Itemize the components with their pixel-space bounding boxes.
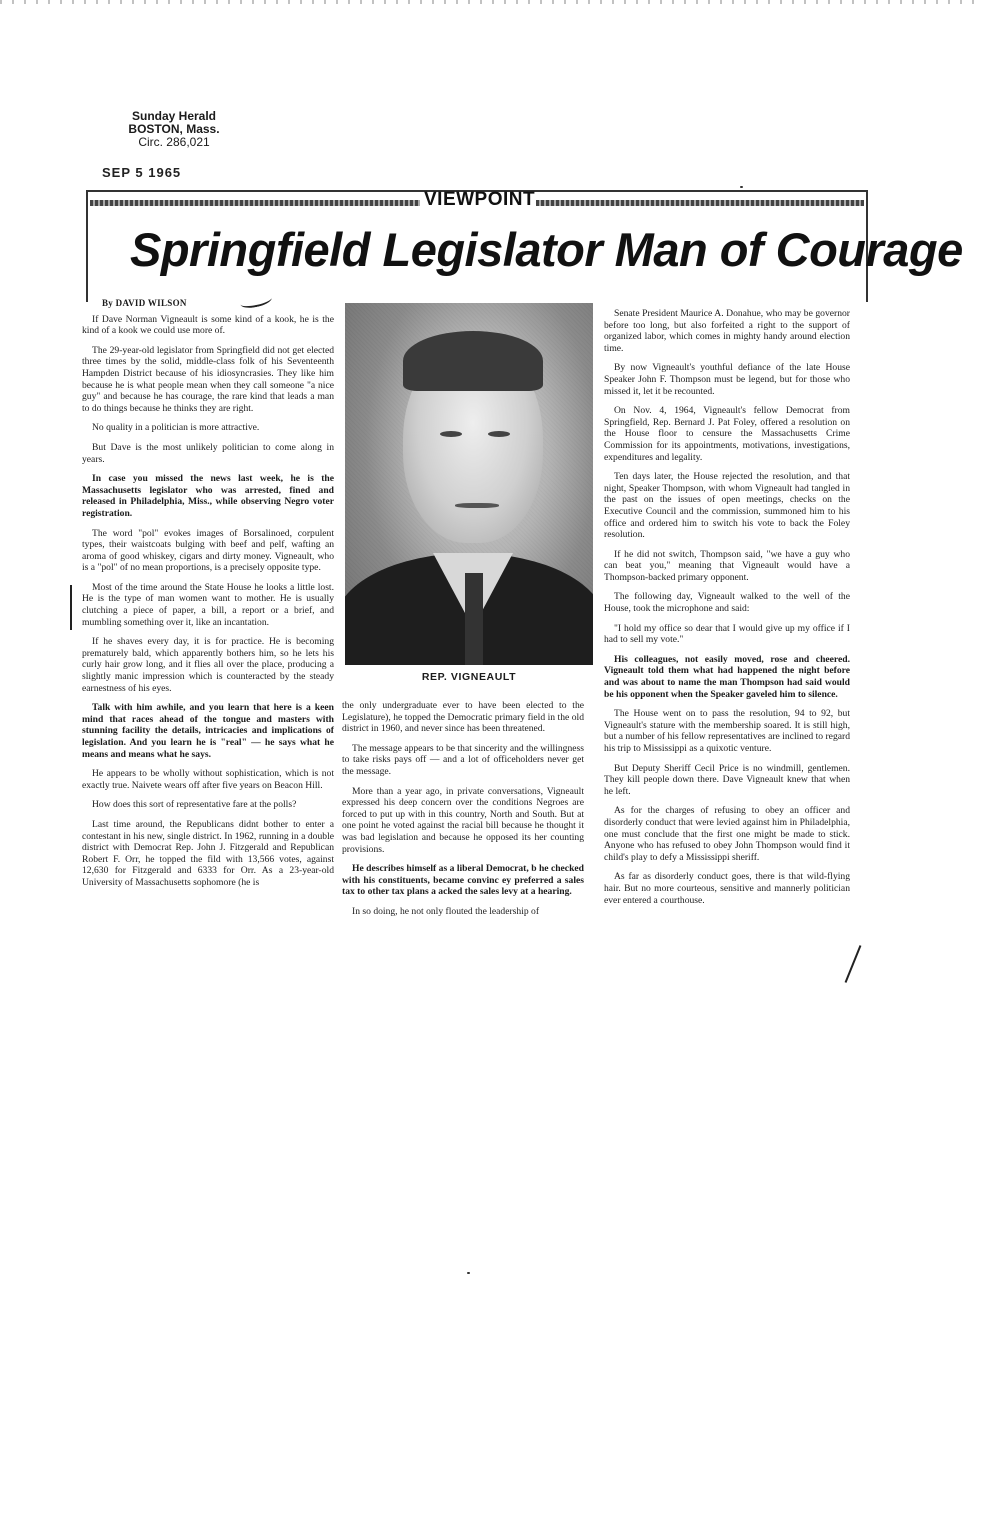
article-paragraph: How does this sort of representative fare at the polls? xyxy=(92,799,297,811)
scan-edge xyxy=(0,0,984,4)
scan-speck xyxy=(467,1272,470,1274)
photo-caption: REP. VIGNEAULT xyxy=(421,671,517,683)
column-2-body xyxy=(342,700,584,918)
column-1-body xyxy=(82,314,334,889)
pen-slash-icon xyxy=(845,945,862,983)
section-label: VIEWPOINT xyxy=(424,189,536,210)
article-column-1 xyxy=(82,298,334,897)
newspaper-name: Sunday Herald xyxy=(131,109,217,123)
article-paragraph: Most of the time around the State House he looks a little lost. He is the type of man women want to mother. He is usually clutching a piece of paper, a bill, a report or a brief, and mumbling something over it, like an incantation. xyxy=(82,581,334,628)
newspaper-location: BOSTON, Mass. xyxy=(128,122,220,136)
article-paragraph: But Deputy Sheriff Cecil Price is no windmill, gentlemen. They kill people down there. Dave Vigneault knew that when he left. xyxy=(604,762,850,797)
article-column-3 xyxy=(604,308,850,914)
photo-tie xyxy=(465,573,483,665)
photo-mouth xyxy=(455,503,499,508)
article-paragraph: But Dave is the most unlikely politician to come along in years. xyxy=(82,441,334,465)
byline: By DAVID WILSON xyxy=(102,298,187,308)
article-column-2 xyxy=(342,700,584,926)
article-paragraph: In case you missed the news last week, he is the Massachusetts legislator who was arrested, fined and released in Philadelphia, Miss., while observing Negro voter registration. xyxy=(82,473,334,519)
article-paragraph: The 29-year-old legislator from Springfield did not get elected three times by the solid, middle-class folk of his Seventeenth Hampden District because of his idiosyncrasies. They like him because he is what people mean when they call someone "a nice guy" and because he has courage, the rare kind that leads a man to do things because he thinks they are right. xyxy=(82,344,334,414)
banner-rule-left xyxy=(90,200,420,206)
article-paragraph: The following day, Vigneault walked to the well of the House, took the microphone and said: xyxy=(604,591,850,615)
article-paragraph: By now Vigneault's youthful defiance of the late House Speaker John F. Thompson must be legend, but for those who missed it, let it be recounted. xyxy=(604,362,850,397)
article-paragraph: As for the charges of refusing to obey an officer and disorderly conduct that were levied against him in Philadelphia, one must conclude that the first one might be made to stick. Anyone who has refused to obey John Thompson would find it child's play to defy a Mississippi sheriff. xyxy=(604,805,850,863)
circulation: Circ. 286,021 xyxy=(138,135,210,149)
column-3-body xyxy=(604,308,850,906)
article-paragraph: More than a year ago, in private conversations, Vigneault expressed his deep concern over the conditions Negroes are forced to put up with in this country, North and South. But at one point he voted against the racial bill because he thought it was bad legislation and because he opposed its her counting provisions. xyxy=(342,785,584,855)
article-paragraph: Senate President Maurice A. Donahue, who may be governor before too long, but also forfeited a right to the support of organized labor, which comes in mighty handy around election time. xyxy=(604,308,850,354)
article-paragraph: If he shaves every day, it is for practice. He is becoming prematurely bald, which apparently bothers him, so he lets his curly hair grow long, and it flies all over the place, producing a slightly manic impression which is counteracted by the steady earnestness of his eyes. xyxy=(82,636,334,694)
date-stamp: SEP 5 1965 xyxy=(102,165,182,180)
photo-eye-right xyxy=(488,431,510,437)
article-paragraph: The word "pol" evokes images of Borsalinoed, corpulent types, their waistcoats bulging with beef and pelf, wafting an aroma of good whiskey, cigars and dirty money. Vigneault, who is a "pol" of no mean proportions, is a precisely opposite type. xyxy=(82,527,334,574)
headline: Springfield Legislator Man of Courage xyxy=(130,223,963,276)
article-paragraph: "I hold my office so dear that I would give up my office if I had to sell my vote." xyxy=(604,622,850,646)
photo-eye-left xyxy=(440,431,462,437)
article-paragraph: He describes himself as a liberal Democrat, b he checked with his constituents, became convinc ey preferred a sales tax to other tax plans a acked the sales levy at a hearing. xyxy=(342,863,584,898)
article-paragraph: the only undergraduate ever to have been elected to the Legislature), he topped the Democratic primary field in the old district in 1960, and never since has been threatened. xyxy=(342,700,584,735)
article-paragraph: On Nov. 4, 1964, Vigneault's fellow Democrat from Springfield, Rep. Bernard J. Pat Foley, offered a resolution on the House floor to censure the Massachusetts Crime Commission for its appointments, motivations, investigations, expenditures and legality. xyxy=(604,405,850,463)
pen-bracket-icon xyxy=(70,585,80,630)
article-paragraph: His colleagues, not easily moved, rose and cheered. Vigneault told them what had happened the night before and was about to name the man Thompson had said would be his opponent when the Speaker gaveled him to silence. xyxy=(604,653,850,700)
article-paragraph: As far as disorderly conduct goes, there is that wild-flying hair. But no more courteous, sensitive and mannerly politician ever entered a courthouse. xyxy=(604,871,850,906)
clipping-source xyxy=(114,110,234,149)
article-paragraph: Last time around, the Republicans didnt bother to enter a contestant in his new, single district. In 1962, running in a double district with Democrat Rep. John J. Fitzgerald and Republican Robert F. Orr, he topped the fild with 13,566 votes, against 12,630 for Fitzgerald and 6333 for Orr. As a 23-year-old University of Massachusetts sophomore (he is xyxy=(82,818,334,888)
article-paragraph: The message appears to be that sincerity and the willingness to take risks pays off — and a lot of officeholders never get the message. xyxy=(342,742,584,777)
banner-rule-right xyxy=(536,200,864,206)
article-paragraph: In so doing, he not only flouted the leadership of xyxy=(352,905,540,917)
article-paragraph: If he did not switch, Thompson said, "we have a guy who can beat you," meaning that Vigneault would have a Thompson-backed primary opponent. xyxy=(604,548,850,583)
portrait-photo xyxy=(345,303,593,665)
scan-speck xyxy=(740,186,743,188)
photo-hair xyxy=(403,331,543,391)
article-paragraph: If Dave Norman Vigneault is some kind of a kook, he is the kind of a kook we could use more of. xyxy=(82,313,334,337)
article-paragraph: He appears to be wholly without sophistication, which is not exactly true. Naivete wears off after five years on Beacon Hill. xyxy=(82,768,334,791)
article-paragraph: The House went on to pass the resolution, 94 to 92, but Vigneault's stature with the membership soared. It is still high, but a number of his fellow representatives are inclined to regard his trip to Mississippi as a quixotic venture. xyxy=(604,708,850,754)
article-paragraph: Ten days later, the House rejected the resolution, and that night, Speaker Thompson, with whom Vigneault had tangled in the past on the issues of open meetings, checks on the Executive Council and the commission, summoned him to his office and ordered him to switch his vote to back the Foley resolution. xyxy=(604,471,850,541)
article-paragraph: Talk with him awhile, and you learn that here is a keen mind that races ahead of the tongue and masters with stunning facility the details, intricacies and implications of legislation. And you learn he is "real" — he says what he means and means what he says. xyxy=(82,702,334,760)
article-paragraph: No quality in a politician is more attractive. xyxy=(92,422,260,434)
